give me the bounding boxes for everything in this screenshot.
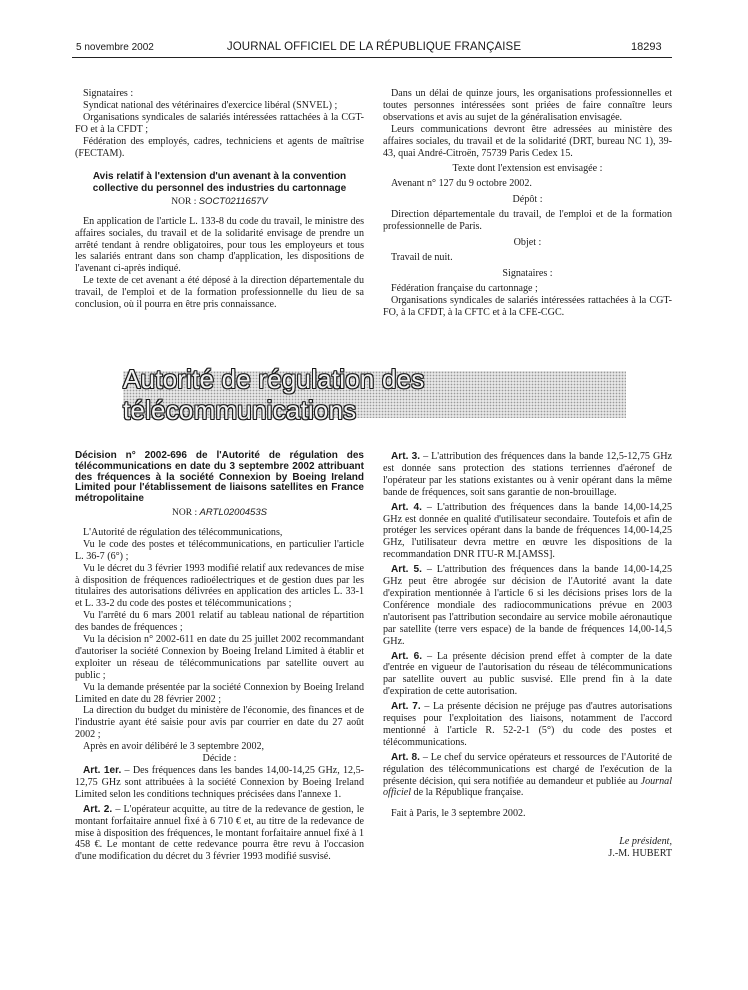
article-6 [383,651,672,699]
fait-line: Fait à Paris, le 3 septembre 2002. [391,808,526,820]
page-number: 18293 [631,41,662,53]
banner-title: Autorité de régulation des télécommunications [123,363,425,425]
article-5 [383,564,672,647]
decision-right-column [383,451,672,860]
decision-title: Décision n° 2002-696 de l'Autorité de régulation des télécommunications en date du 3 septembre 2002 attribuant des fréquences à la société Connexion by Boeing Ireland Limited pour l'établissement de liaisons satellites en France métropolitaine [75,450,364,505]
nor-label: NOR : [171,196,197,207]
decision-para-5: Vu la décision n° 2002-611 en date du 25 juillet 2002 recommandant d'autoriser la société Connexion by Boeing Ireland Limited à établir et exploiter un réseau de télécommunications par satellite ouvert au public ; [75,634,364,681]
objet-label: Objet : [513,236,542,248]
delai-paragraph: Dans un délai de quinze jours, les organisations professionnelles et toutes personnes intéressées sont priées de faire connaître leurs observations et avis au sujet de la généralisation envisagée. [383,88,672,123]
article-6-text: – La présente décision prend effet à compter de la date d'entrée en vigueur de l'autorisation du réseau de télécommunications par satellite ouvert au public susvisé. Elle prend fin à la date d'expiration de cette autorisation. [383,650,672,698]
article-6-label: Art. 6. [391,650,423,662]
article-3 [383,451,672,499]
article-5-label: Art. 5. [391,564,422,576]
article-8 [383,752,672,800]
texte-label: Texte dont l'extension est envisagée : [452,163,603,175]
snvel-line: Syndicat national des vétérinaires d'exercice libéral (SNVEL) ; [83,99,338,111]
right-top-column [383,88,672,318]
avis-title: Avis relatif à l'extension d'un avenant à la convention collective du personnel des industries du cartonnage [92,171,347,194]
avis-paragraph-1: En application de l'article L. 133-8 du code du travail, le ministre des affaires sociales, du travail et de la solidarité envisage de prendre un arrêté tendant à rendre obligatoires, pour tous les employeurs et tous les salariés entrant dans son champ d'application, les dispositions de l'avenant ci-après indiqué. [75,215,364,275]
article-8-text-b: de la République française. [411,787,524,799]
article-8-text-a: – Le chef du service opérateurs et ressources de l'Autorité de régulation des télécommunications est chargé de l'exécution de la présente décision, qui sera notifiée au demandeur et publiée au [383,751,673,787]
decision-para-1: L'Autorité de régulation des télécommunications, [83,526,283,538]
decide-label: Décide : [202,753,237,765]
article-1-label: Art. 1er. [83,765,122,777]
avis-nor [75,196,364,209]
journal-title: JOURNAL OFFICIEL DE LA RÉPUBLIQUE FRANÇAISE [226,41,522,53]
article-5-text: – L'attribution des fréquences dans la bande 14,00-14,25 GHz peut être abrogée sur décision de l'Autorité avant la date d'expiration mentionnée à l'article 6 si les décisions prises lors de la Conférence mondiale des radiocommunications prévue en 2003 n'autorisent pas l'attribution secondaire au service mobile aéronautique par satellite (terre vers espace) de la bande de fréquences 14,00-14,5 GHz. [383,564,673,647]
header-rule [72,57,672,58]
article-4-label: Art. 4. [391,501,422,513]
orgs-line: Organisations syndicales de salariés intéressées rattachées à la CGT-FO et à la CFDT ; [75,111,364,135]
fectam-line: Fédération des employés, cadres, techniciens et agents de maîtrise (FECTAM). [75,135,364,159]
communications-paragraph: Leurs communications devront être adressées au ministère des affaires sociales, du travail et de la solidarité (DRT, bureau NC 1), 39-43, quai André-Citroën, 75739 Paris Cedex 15. [383,123,672,159]
avenant-line: Avenant n° 127 du 9 octobre 2002. [391,178,532,190]
article-1 [75,765,364,801]
decision-para-3: Vu le décret du 3 février 1993 modifié relatif aux redevances de mise à disposition de fréquences radioélectriques et de gestion dues par les titulaires des autorisations délivrées en application des articles L. 33-1 et L. 33-2 du code des postes et télécommunications ; [75,562,364,610]
decision-para-8: Après en avoir délibéré le 3 septembre 2002, [83,741,265,753]
article-7 [383,701,672,749]
direction-line: Direction départementale du travail, de l'emploi et de la formation professionnelle de Paris. [383,209,672,233]
article-2-label: Art. 2. [83,803,113,815]
article-4-text: – L'attribution des fréquences dans la bande 14,00-14,25 GHz est donnée en qualité d'utilisateur secondaire. Toutefois et afin de protéger les services opérant dans la bande de fréquences 14,00-14,25 GHz, l'utilisateur devra mettre en œuvre les dispositions de la recommandation DNR ITU-R M.[AMSS]. [383,501,673,561]
signataires-label-2: Signataires : [502,267,553,279]
president-name: J.-M. HUBERT [608,848,672,860]
page-header [0,40,748,56]
travail-line: Travail de nuit. [391,251,453,263]
section-banner [123,363,626,425]
decision-para-7: La direction du budget du ministère de l'économie, des finances et de l'industrie ayant été saisie pour avis par courrier en date du 27 août 2002 ; [75,705,364,741]
article-2-text: – L'opérateur acquitte, au titre de la redevance de gestion, le montant forfaitaire annuel fixé à 6 710 € et, au titre de la redevance de mise à disposition des fréquences, le montant forfaitaire annuel fixé à 1 458 €. Le montant de cette redevance pourra être revu à l'occasion d'une modification du décret du 3 février 1993 modifié susvisé. [75,803,365,863]
article-3-label: Art. 3. [391,451,421,462]
nor-code: ARTL0200453S [199,506,267,518]
decision-para-2: Vu le code des postes et télécommunications, en particulier l'article L. 36-7 (6°) ; [75,538,364,562]
journal-officiel-italic: Journal officiel [383,775,672,799]
signataires-label: Signataires : [83,88,134,99]
header-date: 5 novembre 2002 [76,42,154,53]
article-3-text: – L'attribution des fréquences dans la bande 12,5-12,75 GHz est donnée sans protection des stations terriennes d'aéronef de l'opérateur par les stations existantes ou à venir opérant dans la même bande de fréquences, soit sans garantie de non-brouillage. [383,451,672,498]
article-1-text: – Des fréquences dans les bandes 14,00-14,25 GHz, 12,5-12,75 GHz sont attribuées à la société Connexion by Boeing Ireland Limited selon les conditions techniques précisées dans l'annexe 1. [75,765,364,800]
article-7-label: Art. 7. [391,701,421,713]
decision-para-6: Vu la demande présentée par la société Connexion by Boeing Ireland Limited en date du 28 février 2002 ; [75,681,364,705]
nor-code: SOCT0211657V [198,195,268,207]
decision-nor [75,507,364,520]
article-4 [383,502,672,562]
decision-para-4: Vu l'arrêté du 6 mars 2001 relatif au tableau national de répartition des bandes de fréquences ; [75,610,364,634]
president-label: Le président, [619,836,672,848]
article-2 [75,804,364,864]
federation-line: Fédération française du cartonnage ; [391,282,538,294]
orgs-line-2: Organisations syndicales de salariés intéressées rattachées à la CGT-FO, à la CFDT, à la CFTC et à la CFE-CGC. [383,294,672,318]
avis-paragraph-2: Le texte de cet avenant a été déposé à la direction départementale du travail, de l'emploi et de la formation professionnelle du lieu de sa conclusion, où il pourra en être pris connaissance. [75,275,364,311]
depot-label: Dépôt : [512,194,543,206]
article-8-label: Art. 8. [391,751,420,763]
left-top-column [75,88,364,311]
article-7-text: – La présente décision ne préjuge pas d'autres autorisations requises pour l'exploitation des liaisons, notamment de l'accord mentionné à l'article R. 52-2-1 (5°) du code des postes et télécommunications. [383,701,672,748]
nor-label: NOR : [172,507,198,518]
decision-left-column [75,451,364,863]
